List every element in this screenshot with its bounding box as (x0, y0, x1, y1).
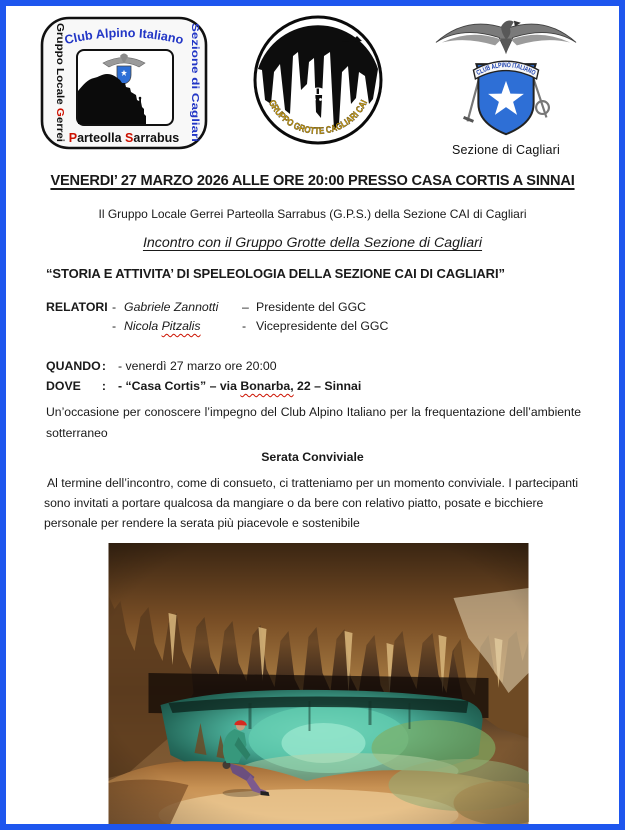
speaker-row: - Gabriele Zannotti – Presidente del GGC (112, 300, 367, 314)
speakers-label: RELATORI (46, 300, 108, 314)
convivial-heading: Serata Conviviale (261, 450, 364, 464)
where-value: - “Casa Cortis” – via Bonarba, 22 – Sinnai (118, 379, 362, 393)
convivial-paragraph: Al termine dell’incontro, come di consueto, ci tratteniamo per un momento conviviale. I partecipanti sono invitati a portare qualcosa da mangiare o da bere con relativo piatto, posate e bicchiere personale per rendere la serata più piacevole e sostenibile (44, 476, 579, 530)
when-value: - venerdì 27 marzo ore 20:00 (118, 359, 277, 373)
grotte-ring-text: GRUPPO GROTTE CAGLIARI CAI (265, 98, 371, 137)
cave-photo-graphic (108, 543, 529, 828)
when-label: QUANDO (46, 359, 101, 373)
cave-photo (108, 543, 529, 828)
event-title: VENERDI’ 27 MARZO 2026 ALLE ORE 20:00 PRESSO CASA CORTIS A SINNAI (50, 173, 575, 189)
eagle-icon (436, 21, 576, 55)
cai-banner-text: CLUB ALPINO ITALIANO (475, 62, 538, 78)
intro-paragraph: Un’occasione per conoscere l’impegno del Club Alpino Italiano per la frequentazione dell’ambiente sotterraneo (46, 405, 581, 440)
speaker-row: - Nicola Pitzalis - Vicepresidente del GGC (112, 319, 389, 333)
talk-topic: “STORIA E ATTIVITA’ DI SPELEOLOGIA DELLA SEZIONE CAI DI CAGLIARI” (46, 266, 505, 281)
cai-section-logo (432, 12, 580, 157)
gps-bottom-text: Parteolla Sarrabus (68, 131, 180, 145)
speakers-section (46, 298, 579, 336)
event-subtitle: Il Gruppo Locale Gerrei Parteolla Sarrabus (G.P.S.) della Sezione CAI di Cagliari (98, 207, 527, 221)
gps-logo-graphic (40, 16, 208, 150)
gps-top-text: Club Alpino Italiano (63, 25, 185, 48)
gps-group-logo (40, 16, 208, 155)
grotte-logo-graphic (252, 14, 384, 146)
cai-caption: Sezione di Cagliari (451, 143, 561, 157)
when-row: QUANDO : - venerdì 27 marzo ore 20:00 (46, 359, 277, 373)
where-label: DOVE (46, 379, 81, 393)
where-row: DOVE : - “Casa Cortis” – via Bonarba, 22 – Sinnai (46, 379, 362, 393)
grotte-group-logo (252, 14, 384, 151)
gps-right-text: Sezione di Cagliari (189, 23, 201, 117)
cai-logo-graphic (432, 12, 580, 138)
gps-left-text: Gruppo Locale Gerrei (54, 23, 66, 140)
meeting-line: Incontro con il Gruppo Grotte della Sezione di Cagliari (142, 235, 483, 251)
photo-vignette (109, 543, 529, 828)
speakers-rows (112, 298, 388, 336)
